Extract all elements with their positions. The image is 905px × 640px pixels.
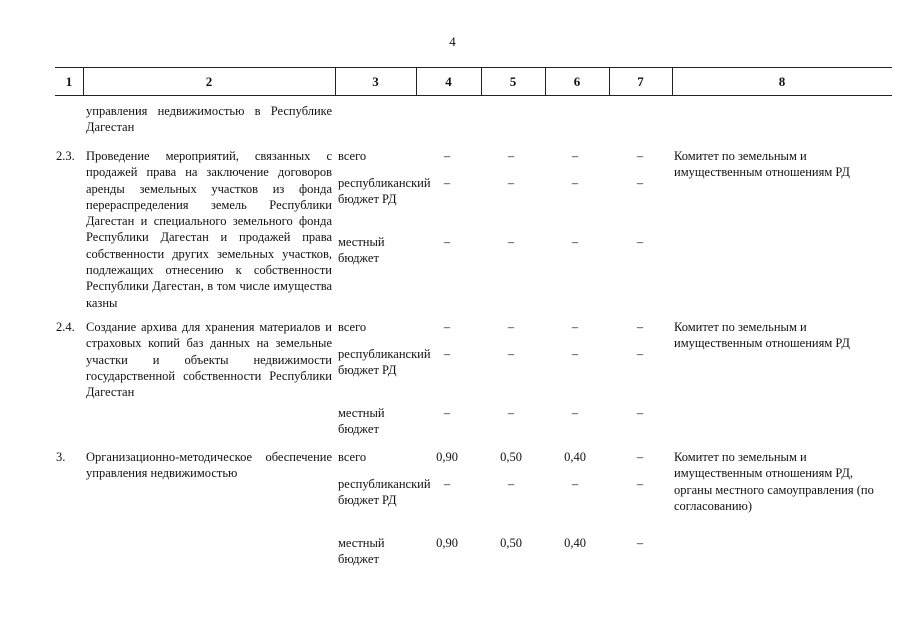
- value-cell: –: [571, 347, 579, 361]
- value-cell: 0,90: [436, 536, 458, 550]
- value-cell: –: [443, 149, 451, 163]
- column-header-7: 7: [637, 74, 644, 89]
- value-cell: –: [571, 477, 579, 491]
- value-cell: –: [443, 176, 451, 190]
- row-number: 2.3.: [56, 149, 75, 163]
- row-description: Создание архива для хранения материалов и страховых копий баз данных на земельные участки и объекты недвижимости государственной собственности Республики Дагестан: [86, 320, 332, 400]
- value-cell: 0,40: [564, 450, 586, 464]
- value-cell: –: [443, 320, 451, 334]
- continuation-text: управления недвижимостью в Республике Дагестан: [86, 104, 332, 135]
- value-cell: –: [636, 477, 644, 491]
- value-cell: –: [636, 149, 644, 163]
- value-cell: –: [507, 406, 515, 420]
- executor: Комитет по земельным и имущественным отношениям РД, органы местного самоуправления (по согласованию): [674, 450, 874, 513]
- page-number: 4: [449, 34, 456, 49]
- funding-source: всего: [338, 450, 367, 464]
- value-cell: –: [636, 406, 644, 420]
- row-number: 2.4.: [56, 320, 75, 334]
- value-cell: –: [443, 347, 451, 361]
- funding-source: всего: [338, 320, 367, 334]
- value-cell: –: [636, 536, 644, 550]
- funding-source: местный бюджет: [338, 536, 385, 567]
- column-header-8: 8: [778, 74, 786, 89]
- value-cell: –: [571, 176, 579, 190]
- column-header-3: 3: [372, 74, 379, 89]
- executor: Комитет по земельным и имущественным отношениям РД: [674, 320, 850, 351]
- header-bottom-rule: [55, 95, 892, 96]
- value-cell: 0,40: [564, 536, 586, 550]
- column-header-1: 1: [65, 74, 73, 89]
- funding-source: местный бюджет: [338, 406, 385, 437]
- value-cell: –: [507, 235, 515, 249]
- funding-source: республиканский бюджет РД: [338, 477, 431, 508]
- value-cell: –: [443, 477, 451, 491]
- value-cell: 0,50: [500, 536, 522, 550]
- value-cell: –: [571, 149, 579, 163]
- funding-source: республиканский бюджет РД: [338, 347, 431, 378]
- value-cell: –: [507, 176, 515, 190]
- row-description: Организационно-методическое обеспечение управления недвижимостью: [86, 450, 332, 481]
- value-cell: –: [507, 320, 515, 334]
- value-cell: –: [507, 149, 515, 163]
- value-cell: –: [571, 320, 579, 334]
- funding-source: республиканский бюджет РД: [338, 176, 431, 207]
- value-cell: –: [636, 235, 644, 249]
- value-cell: –: [636, 450, 644, 464]
- value-cell: –: [571, 235, 579, 249]
- executor: Комитет по земельным и имущественным отношениям РД: [674, 149, 850, 180]
- value-cell: –: [507, 347, 515, 361]
- row-number: 3.: [56, 450, 66, 464]
- column-header-6: 6: [573, 74, 581, 89]
- column-header-4: 4: [445, 74, 452, 89]
- value-cell: –: [636, 176, 644, 190]
- funding-source: всего: [338, 149, 367, 163]
- funding-source: местный бюджет: [338, 235, 385, 266]
- value-cell: –: [507, 477, 515, 491]
- value-cell: –: [571, 406, 579, 420]
- value-cell: 0,50: [500, 450, 522, 464]
- row-description: Проведение мероприятий, связанных с продажей права на заключение договоров аренды земельных участков из фонда перераспределения земель Республики Дагестан и специального земельного фонда Республики Дагестан и продажей права собственности других земельных участков, подлежащих отнесению к собственности Республики Дагестан, в том числе имущества казны: [86, 149, 332, 310]
- value-cell: –: [636, 347, 644, 361]
- value-cell: 0,90: [436, 450, 458, 464]
- column-header-2: 2: [205, 74, 213, 89]
- column-header-5: 5: [509, 74, 517, 89]
- value-cell: –: [443, 406, 451, 420]
- value-cell: –: [443, 235, 451, 249]
- value-cell: –: [636, 320, 644, 334]
